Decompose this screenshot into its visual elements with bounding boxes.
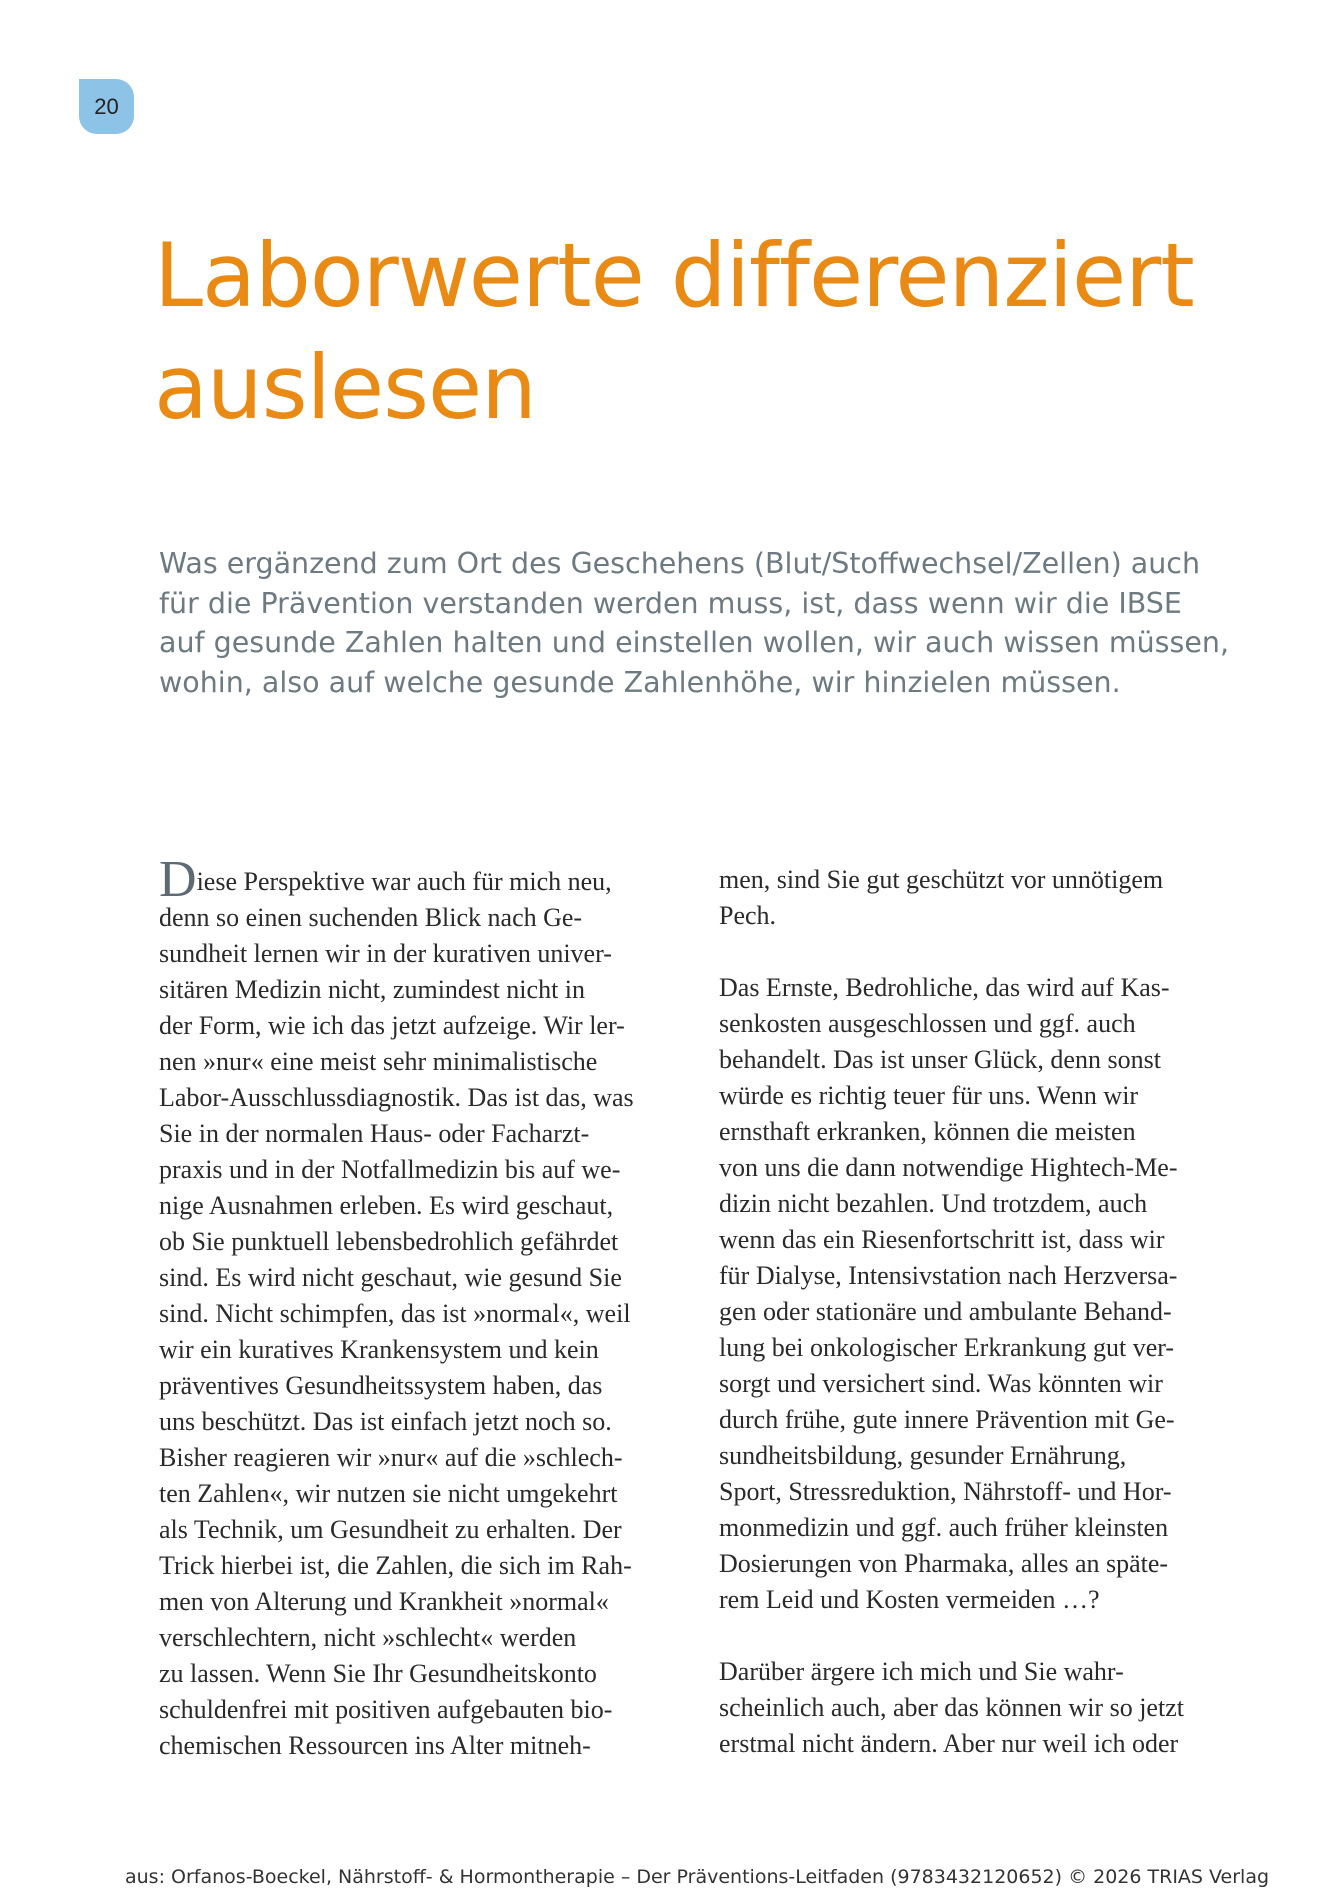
body-line: für Dialyse, Intensivstation nach Herzversa-	[719, 1261, 1178, 1290]
body-line: sorgt und versichert sind. Was könnten wir	[719, 1369, 1163, 1398]
body-line: dizin nicht bezahlen. Und trotzdem, auch	[719, 1189, 1148, 1218]
body-line: Sie in der normalen Haus- oder Facharzt-	[159, 1119, 590, 1148]
lead-line: Was ergänzend zum Ort des Geschehens (Blut/Stoffwechsel/Zellen) auch	[159, 547, 1201, 580]
body-line: Dosierungen von Pharmaka, alles an späte-	[719, 1549, 1169, 1578]
body-line: Bisher reagieren wir »nur« auf die »schlech-	[159, 1443, 623, 1472]
body-line: Sport, Stressreduktion, Nährstoff- und Hor-	[719, 1477, 1172, 1506]
page-number: 20	[94, 93, 119, 119]
page-title-line-1: Laborwerte differenziert	[154, 224, 1194, 327]
body-line: wir ein kuratives Krankensystem und kein	[159, 1335, 599, 1364]
body-line: sundheitsbildung, gesunder Ernährung,	[719, 1441, 1127, 1470]
page-title	[154, 220, 1214, 444]
body-line: wenn das ein Riesenfortschritt ist, dass wir	[719, 1225, 1165, 1254]
body-line: sundheit lernen wir in der kurativen univer-	[159, 939, 612, 968]
body-line: sind. Es wird nicht geschaut, wie gesund Sie	[159, 1263, 622, 1292]
body-paragraph	[719, 970, 1239, 1618]
lead-line: wohin, also auf welche gesunde Zahlenhöhe, wir hinzielen müssen.	[159, 665, 1121, 699]
body-column-left	[159, 851, 679, 1764]
body-line: men von Alterung und Krankheit »normal«	[159, 1587, 609, 1616]
body-line: erstmal nicht ändern. Aber nur weil ich oder	[719, 1729, 1179, 1758]
body-line: würde es richtig teuer für uns. Wenn wir	[719, 1081, 1139, 1110]
body-line: nige Ausnahmen erleben. Es wird geschaut,	[159, 1191, 614, 1220]
body-line: durch frühe, gute innere Prävention mit Ge-	[719, 1405, 1175, 1434]
body-line: der Form, wie ich das jetzt aufzeige. Wir ler-	[159, 1011, 625, 1040]
body-line: Das Ernste, Bedrohliche, das wird auf Kas-	[719, 973, 1170, 1002]
body-line: präventives Gesundheitssystem haben, das	[159, 1371, 603, 1400]
body-line: chemischen Ressourcen ins Alter mitneh-	[159, 1731, 591, 1760]
body-line: denn so einen suchenden Blick nach Ge-	[159, 903, 583, 932]
body-line: men, sind Sie gut geschützt vor unnötigem	[719, 865, 1164, 894]
source-footer: aus: Orfanos-Boeckel, Nährstoff- & Hormontherapie – Der Präventions-Leitfaden (9783432120652) © 2026 TRIAS Verlag	[125, 1866, 1270, 1888]
body-line: Pech.	[719, 901, 777, 930]
body-line: scheinlich auch, aber das können wir so jetzt	[719, 1693, 1184, 1722]
lead-line: für die Prävention verstanden werden muss, ist, dass wenn wir die IBSE	[159, 586, 1182, 620]
body-line: verschlechtern, nicht »schlecht« werden	[159, 1623, 577, 1652]
lead-line: auf gesunde Zahlen halten und einstellen wollen, wir auch wissen müssen,	[159, 626, 1230, 659]
body-line: von uns die dann notwendige Hightech-Me-	[719, 1153, 1178, 1182]
body-line: senkosten ausgeschlossen und ggf. auch	[719, 1009, 1136, 1038]
body-line: lung bei onkologischer Erkrankung gut ver-	[719, 1333, 1175, 1362]
body-line: sind. Nicht schimpfen, das ist »normal«, weil	[159, 1299, 631, 1328]
body-line: sitären Medizin nicht, zumindest nicht in	[159, 975, 586, 1004]
body-line: schuldenfrei mit positiven aufgebauten bio-	[159, 1695, 613, 1724]
body-line: rem Leid und Kosten vermeiden …?	[719, 1585, 1100, 1614]
body-line: iese Perspektive war auch für mich neu,	[196, 867, 612, 896]
body-paragraph	[159, 851, 679, 1764]
body-line: zu lassen. Wenn Sie Ihr Gesundheitskonto	[159, 1659, 597, 1688]
body-line: als Technik, um Gesundheit zu erhalten. Der	[159, 1515, 622, 1544]
body-line: praxis und in der Notfallmedizin bis auf we-	[159, 1155, 621, 1184]
body-line: behandelt. Das ist unser Glück, denn sonst	[719, 1045, 1161, 1074]
body-line: Darüber ärgere ich mich und Sie wahr-	[719, 1657, 1124, 1686]
body-line: ernsthaft erkranken, können die meisten	[719, 1117, 1136, 1146]
drop-cap: D	[159, 851, 197, 908]
body-line: Labor-Ausschlussdiagnostik. Das ist das, was	[159, 1083, 634, 1112]
body-paragraph	[719, 1654, 1239, 1762]
page-number-badge	[79, 79, 134, 134]
lead-paragraph	[159, 544, 1239, 702]
body-line: nen »nur« eine meist sehr minimalistische	[159, 1047, 598, 1076]
body-line: uns beschützt. Das ist einfach jetzt noch so.	[159, 1407, 612, 1436]
body-line: monmedizin und ggf. auch früher kleinsten	[719, 1513, 1169, 1542]
body-paragraph	[719, 862, 1239, 934]
body-column-right	[719, 862, 1239, 1762]
body-line: ten Zahlen«, wir nutzen sie nicht umgekehrt	[159, 1479, 618, 1508]
body-line: ob Sie punktuell lebensbedrohlich gefährdet	[159, 1227, 619, 1256]
page-title-line-2: auslesen	[154, 336, 536, 439]
body-line: gen oder stationäre und ambulante Behand-	[719, 1297, 1172, 1326]
body-line: Trick hierbei ist, die Zahlen, die sich im Rah-	[159, 1551, 632, 1580]
